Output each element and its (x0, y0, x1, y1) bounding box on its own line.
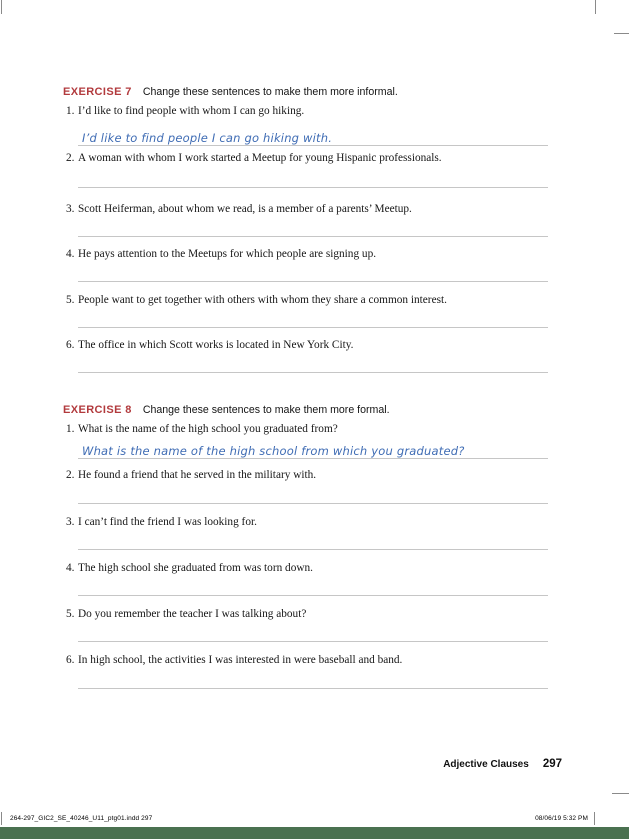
ex7-answer-line-4 (78, 264, 548, 282)
ex7-item-6 (66, 339, 566, 351)
item-sentence: He pays attention to the Meetups for which people are signing up. (78, 248, 377, 260)
item-number: 2. (66, 469, 75, 481)
handwritten-answer: What is the name of the high school from which you graduated? (82, 444, 465, 458)
footer-section-title: Adjective Clauses (443, 759, 529, 770)
item-number: 4. (66, 562, 75, 574)
crop-mark-top-right-v (595, 0, 596, 14)
ex7-item-4 (66, 248, 566, 260)
item-sentence: What is the name of the high school you graduated from? (78, 423, 338, 435)
item-sentence: The high school she graduated from was torn down. (78, 562, 313, 574)
item-number: 3. (66, 203, 75, 215)
ex7-item-2 (66, 152, 566, 164)
item-sentence: A woman with whom I work started a Meetup for young Hispanic professionals. (78, 152, 442, 164)
ex8-answer-line-2 (78, 486, 548, 504)
ex8-item-6 (66, 654, 566, 666)
ex7-item-1 (66, 105, 566, 117)
item-sentence: Do you remember the teacher I was talking about? (78, 608, 307, 620)
ex7-item-5 (66, 294, 566, 306)
exercise8-label: EXERCISE 8 (63, 404, 132, 416)
crop-mark-bottom-left-v (1, 812, 2, 825)
exercise7-instruction: Change these sentences to make them more informal. (142, 86, 398, 98)
item-sentence: Scott Heiferman, about whom we read, is a member of a parents’ Meetup. (78, 203, 412, 215)
bottom-green-bar (0, 827, 629, 839)
item-number: 4. (66, 248, 75, 260)
ex7-answer-line-5 (78, 310, 548, 328)
item-number: 3. (66, 516, 75, 528)
item-sentence: I can’t find the friend I was looking for. (78, 516, 257, 528)
page-footer (443, 754, 562, 772)
ex7-answer-line-2 (78, 170, 548, 188)
ex8-answer-line-6 (78, 671, 548, 689)
ex8-item-5 (66, 608, 566, 620)
ex8-item-1 (66, 423, 566, 435)
ex8-item-3 (66, 516, 566, 528)
ex8-item-2 (66, 469, 566, 481)
item-sentence: In high school, the activities I was interested in were baseball and band. (78, 654, 403, 666)
item-sentence: He found a friend that he served in the military with. (78, 469, 317, 481)
footer-page-number: 297 (542, 758, 562, 770)
item-sentence: The office in which Scott works is located in New York City. (78, 339, 354, 351)
ex8-answer-line-3 (78, 532, 548, 550)
crop-mark-bottom-right-h (612, 793, 629, 794)
ex7-answer-line-6 (78, 355, 548, 373)
ex7-answer-line-1 (78, 128, 548, 146)
item-number: 5. (66, 608, 75, 620)
ex7-answer-line-3 (78, 219, 548, 237)
print-timestamp: 08/06/19 5:32 PM (535, 815, 588, 822)
item-number: 1. (66, 423, 75, 435)
item-number: 2. (66, 152, 75, 164)
item-sentence: People want to get together with others with whom they share a common interest. (78, 294, 447, 306)
crop-mark-top-right-h (614, 33, 629, 34)
ex8-answer-line-4 (78, 578, 548, 596)
crop-mark-bottom-right-v (594, 812, 595, 825)
print-file-label: 264-297_GIC2_SE_40246_U11_ptg01.indd 297 (10, 815, 153, 822)
item-number: 6. (66, 654, 75, 666)
crop-mark-top-left-v (1, 0, 2, 14)
item-number: 6. (66, 339, 75, 351)
ex8-item-4 (66, 562, 566, 574)
exercise7-label: EXERCISE 7 (63, 86, 132, 98)
ex7-item-3 (66, 203, 566, 215)
handwritten-answer: I’d like to find people I can go hiking with. (82, 131, 333, 145)
item-number: 1. (66, 105, 75, 117)
item-sentence: I’d like to find people with whom I can go hiking. (78, 105, 305, 117)
exercise8-header (63, 400, 390, 418)
exercise7-header (63, 82, 398, 100)
ex8-answer-line-5 (78, 624, 548, 642)
ex8-answer-line-1 (78, 441, 548, 459)
item-number: 5. (66, 294, 75, 306)
exercise8-instruction: Change these sentences to make them more formal. (142, 404, 390, 416)
